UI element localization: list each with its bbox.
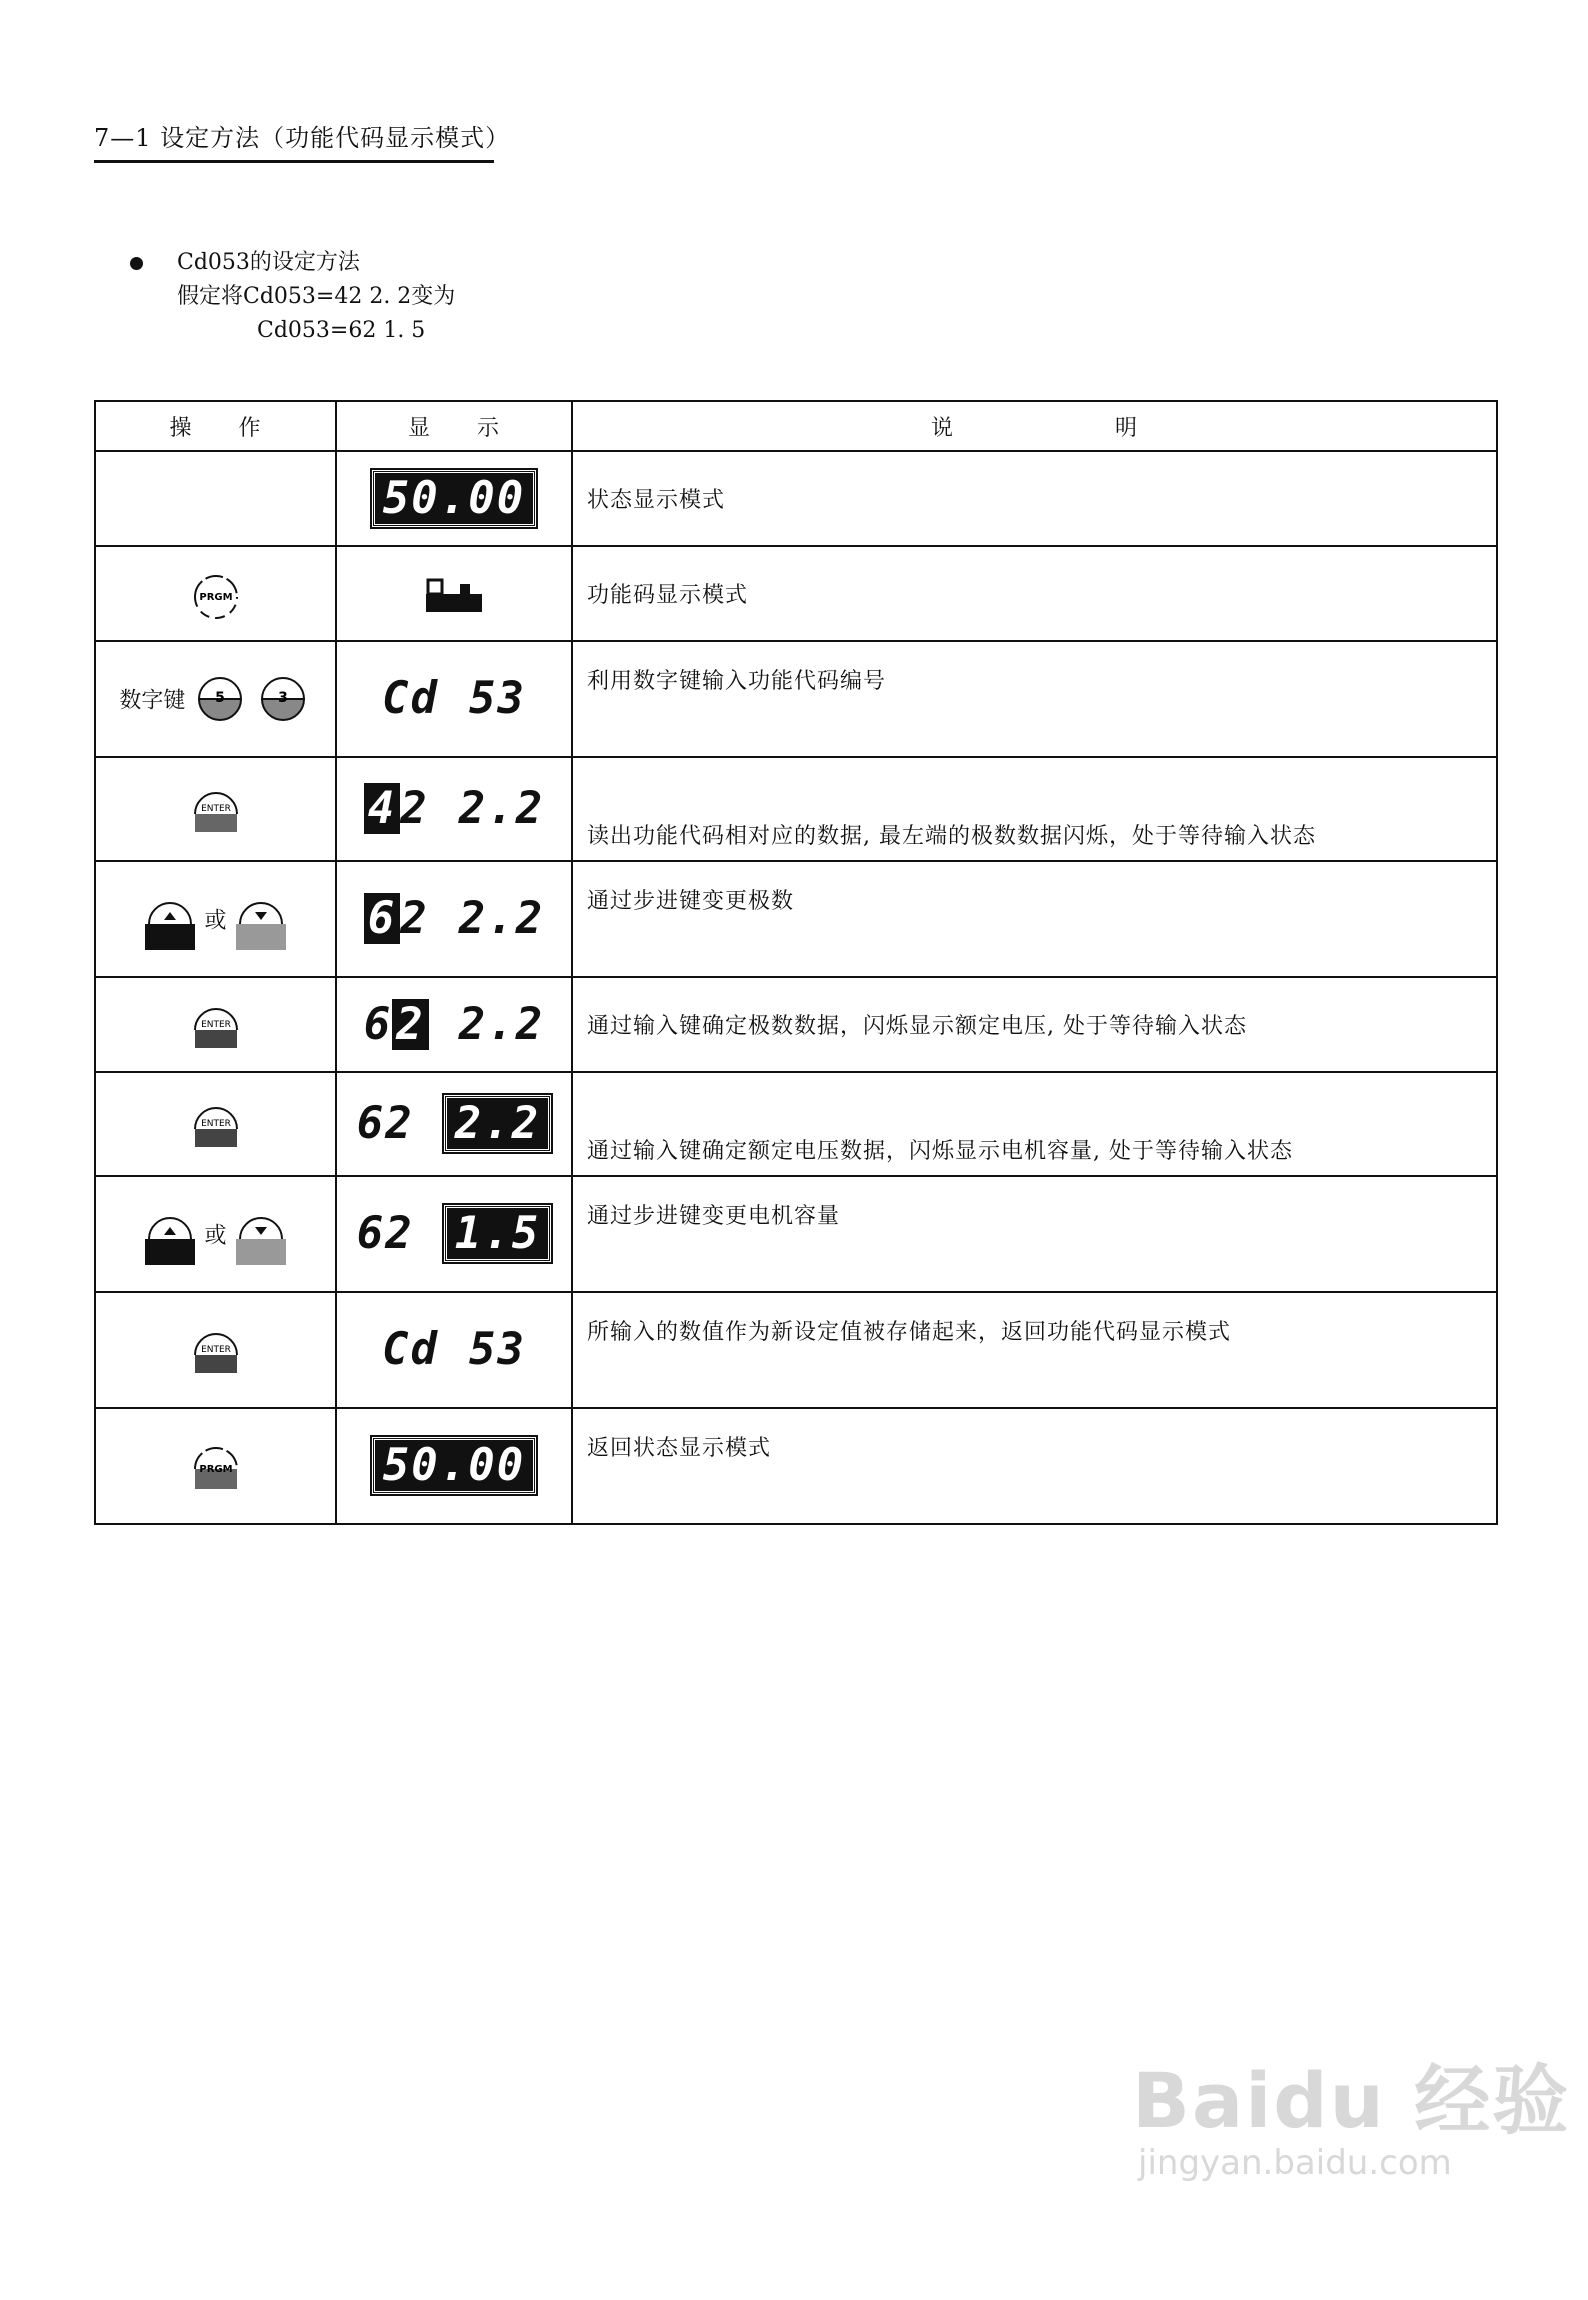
op-cell [95, 1176, 336, 1292]
intro-title: Cd053的设定方法 [177, 250, 360, 275]
prgm-key-icon[interactable] [187, 1435, 245, 1497]
intro-line-from: 假定将Cd053=42 2. 2变为 [177, 284, 456, 309]
table-row [95, 1408, 1497, 1524]
watermark-url: jingyan.baidu.com [1138, 2143, 1452, 2183]
display-cell [336, 1176, 572, 1292]
function-code-mode-icon [424, 574, 484, 614]
enter-key-icon[interactable] [187, 778, 245, 840]
description-cell: 读出功能代码相对应的数据, 最左端的极数数据闪烁，处于等待输入状态 [572, 757, 1497, 861]
table-row [95, 1072, 1497, 1176]
svg-text:ENTER: ENTER [200, 1345, 231, 1355]
enter-key-icon[interactable] [187, 1319, 245, 1381]
section-heading: 7—1 设定方法（功能代码显示模式） [94, 124, 511, 152]
display-cell [336, 861, 572, 977]
lcd-readout: 62 2.2 [357, 1101, 551, 1147]
table-row [95, 546, 1497, 641]
display-cell [336, 1292, 572, 1408]
lcd-readout: Cd 53 [382, 1324, 526, 1375]
description-cell: 通过步进键变更极数 [572, 861, 1497, 977]
enter-key-icon[interactable] [187, 994, 245, 1056]
digit-3-key-icon[interactable] [254, 668, 312, 730]
table-header-row [95, 401, 1497, 451]
op-cell [95, 1292, 336, 1408]
header-operation: 操 作 [95, 401, 336, 451]
enter-key-icon[interactable] [187, 1093, 245, 1155]
digit-key-label: 数字键 [119, 688, 186, 714]
display-cell [336, 977, 572, 1072]
header-description: 说 明 [572, 401, 1497, 451]
table-row [95, 1292, 1497, 1408]
svg-text:ENTER: ENTER [200, 1119, 231, 1129]
watermark-logo: Baidu 经验 [1132, 2056, 1571, 2145]
lcd-readout: 42 2.2 [364, 786, 544, 832]
digit-5-key-icon[interactable] [191, 668, 249, 730]
op-cell [95, 977, 336, 1072]
op-cell [95, 757, 336, 861]
digit-3-label: 3 [277, 690, 288, 706]
display-cell [336, 641, 572, 757]
svg-text:PRGM: PRGM [198, 591, 233, 603]
op-cell-empty [95, 451, 336, 546]
lcd-readout: 50.00 [372, 1443, 536, 1489]
op-cell [95, 641, 336, 757]
description-cell: 通过输入键确定额定电压数据，闪烁显示电机容量, 处于等待输入状态 [572, 1072, 1497, 1176]
lcd-readout: 62 1.5 [357, 1211, 551, 1257]
display-cell [336, 451, 572, 546]
lcd-readout: Cd 53 [382, 673, 526, 724]
bullet-dot [130, 257, 143, 270]
display-cell [336, 1072, 572, 1176]
or-label: 或 [204, 908, 227, 934]
table-row [95, 757, 1497, 861]
up-key-icon[interactable] [141, 888, 199, 950]
prgm-key-icon[interactable] [187, 563, 245, 625]
or-label: 或 [204, 1223, 227, 1249]
procedure-table [94, 400, 1498, 1525]
op-cell [95, 1072, 336, 1176]
table-row [95, 641, 1497, 757]
heading-underline [94, 160, 494, 163]
header-display: 显 示 [336, 401, 572, 451]
down-key-icon[interactable] [232, 888, 290, 950]
display-cell [336, 1408, 572, 1524]
svg-text:PRGM: PRGM [198, 1464, 233, 1475]
down-key-icon[interactable] [232, 1203, 290, 1265]
digit-5-label: 5 [214, 690, 225, 706]
svg-text:ENTER: ENTER [200, 1019, 231, 1030]
display-cell [336, 757, 572, 861]
op-cell [95, 546, 336, 641]
lcd-readout: 62 2.2 [363, 998, 545, 1050]
lcd-readout: 62 2.2 [364, 896, 544, 942]
display-cell [336, 546, 572, 641]
lcd-readout: 50.00 [372, 476, 536, 522]
intro-block [130, 246, 455, 348]
description-cell: 返回状态显示模式 [572, 1408, 1497, 1524]
baidu-watermark [1132, 2040, 1570, 2183]
description-cell: 通过输入键确定极数数据，闪烁显示额定电压, 处于等待输入状态 [572, 977, 1497, 1072]
table-row [95, 861, 1497, 977]
description-cell: 利用数字键输入功能代码编号 [572, 641, 1497, 757]
svg-text:ENTER: ENTER [200, 804, 231, 814]
intro-line-to: Cd053=62 1. 5 [257, 318, 426, 343]
description-cell: 通过步进键变更电机容量 [572, 1176, 1497, 1292]
op-cell [95, 861, 336, 977]
description-cell: 状态显示模式 [572, 451, 1497, 546]
up-key-icon[interactable] [141, 1203, 199, 1265]
table-row [95, 451, 1497, 546]
op-cell [95, 1408, 336, 1524]
table-row [95, 977, 1497, 1072]
description-cell: 功能码显示模式 [572, 546, 1497, 641]
table-row [95, 1176, 1497, 1292]
description-cell: 所输入的数值作为新设定值被存储起来，返回功能代码显示模式 [572, 1292, 1497, 1408]
